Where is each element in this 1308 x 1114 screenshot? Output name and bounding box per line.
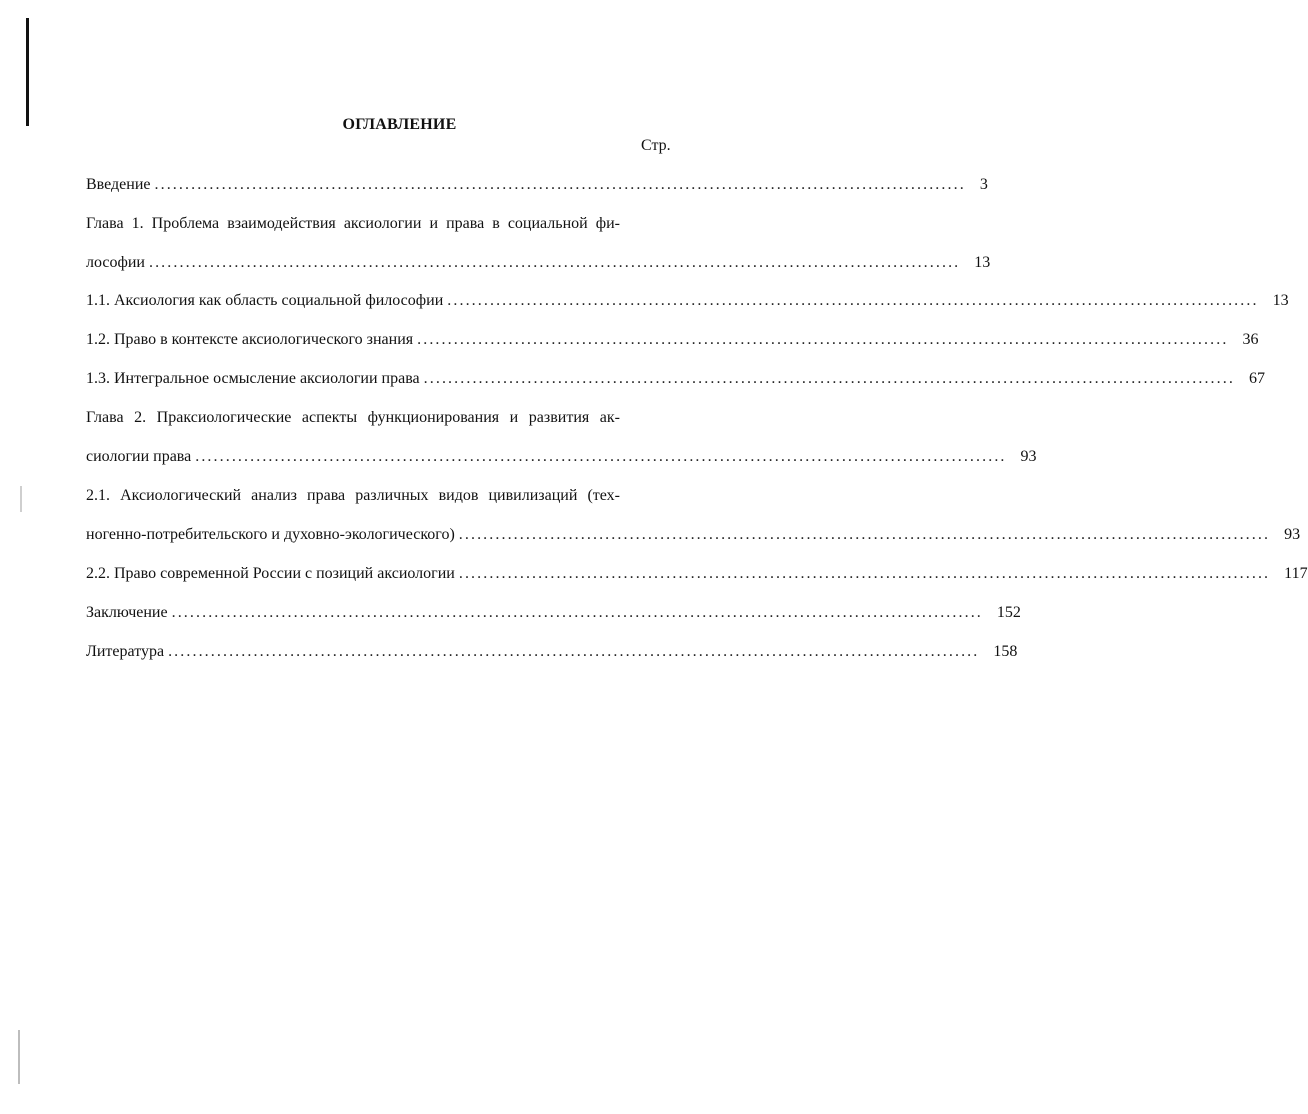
- toc-entry-page: 67: [1248, 370, 1265, 387]
- scan-edge-mark: [26, 18, 29, 126]
- toc-entry[interactable]: [86, 175, 988, 195]
- toc-entry-title: Литература: [86, 643, 165, 660]
- toc-entry-title: 1.3. Интегральное осмысление аксиологии права: [86, 370, 420, 387]
- scan-noise: [20, 486, 22, 512]
- dot-leader: .....................................................................................................................................: [458, 526, 1271, 543]
- toc-entry-page: 158: [993, 643, 1018, 660]
- toc-entry-page: 93: [1020, 448, 1037, 465]
- toc-entry[interactable]: [86, 214, 991, 273]
- toc-entry[interactable]: [86, 564, 1308, 584]
- dot-leader: .....................................................................................................................................: [423, 370, 1235, 387]
- dot-leader: .....................................................................................................................................: [458, 565, 1271, 582]
- toc-entry-title-continued: сиологии права: [86, 448, 192, 465]
- toc-entry-title-continued: лософии: [86, 254, 145, 271]
- dot-leader: .....................................................................................................................................: [148, 254, 961, 271]
- toc-entry[interactable]: [86, 408, 1037, 467]
- toc-title: ОГЛАВЛЕНИЕ: [342, 116, 457, 133]
- dot-leader: .....................................................................................................................................: [195, 448, 1007, 465]
- toc-entry-title: Заключение: [86, 604, 168, 621]
- toc-entry-page: 152: [996, 604, 1021, 621]
- dot-leader: .....................................................................................................................................: [154, 176, 966, 193]
- page-column-header: Стр.: [641, 137, 671, 154]
- toc-entry-title: 2.2. Право современной России с позиций аксиологии: [86, 565, 455, 582]
- toc-entry-page: 3: [979, 176, 988, 193]
- toc-entry[interactable]: [86, 486, 1301, 545]
- toc-entry-page: 13: [974, 254, 991, 271]
- toc-entry-title: Введение: [86, 176, 151, 193]
- dot-leader: .....................................................................................................................................: [171, 604, 983, 621]
- toc-entry-title: 1.2. Право в контексте аксиологического знания: [86, 331, 414, 348]
- toc-entry-title: Глава 1. Проблема взаимодействия аксиологии и права в социальной фи-: [86, 215, 620, 232]
- toc-entry-title: 2.1. Аксиологический анализ права различных видов цивилизаций (тех-: [86, 487, 620, 504]
- toc-entry-page: 13: [1272, 292, 1289, 309]
- toc-entry-title: Глава 2. Праксиологические аспекты функционирования и развития ак-: [86, 409, 620, 426]
- toc-entry-page: 36: [1242, 331, 1259, 348]
- toc-entry-title-continued: ногенно-потребительского и духовно-экологического): [86, 526, 455, 543]
- toc-entry-page: 117: [1284, 565, 1308, 582]
- toc-entry[interactable]: [86, 642, 1018, 662]
- toc-entry[interactable]: [86, 291, 1289, 311]
- toc-entry[interactable]: [86, 369, 1265, 389]
- scan-noise: [18, 1030, 20, 1084]
- toc-entry-title: 1.1. Аксиология как область социальной философии: [86, 292, 444, 309]
- toc-entry[interactable]: [86, 330, 1259, 350]
- toc-entry[interactable]: [86, 603, 1021, 623]
- toc-entry-page: 93: [1284, 526, 1301, 543]
- dot-leader: .....................................................................................................................................: [417, 331, 1229, 348]
- dot-leader: .....................................................................................................................................: [168, 643, 980, 660]
- dot-leader: .....................................................................................................................................: [447, 292, 1259, 309]
